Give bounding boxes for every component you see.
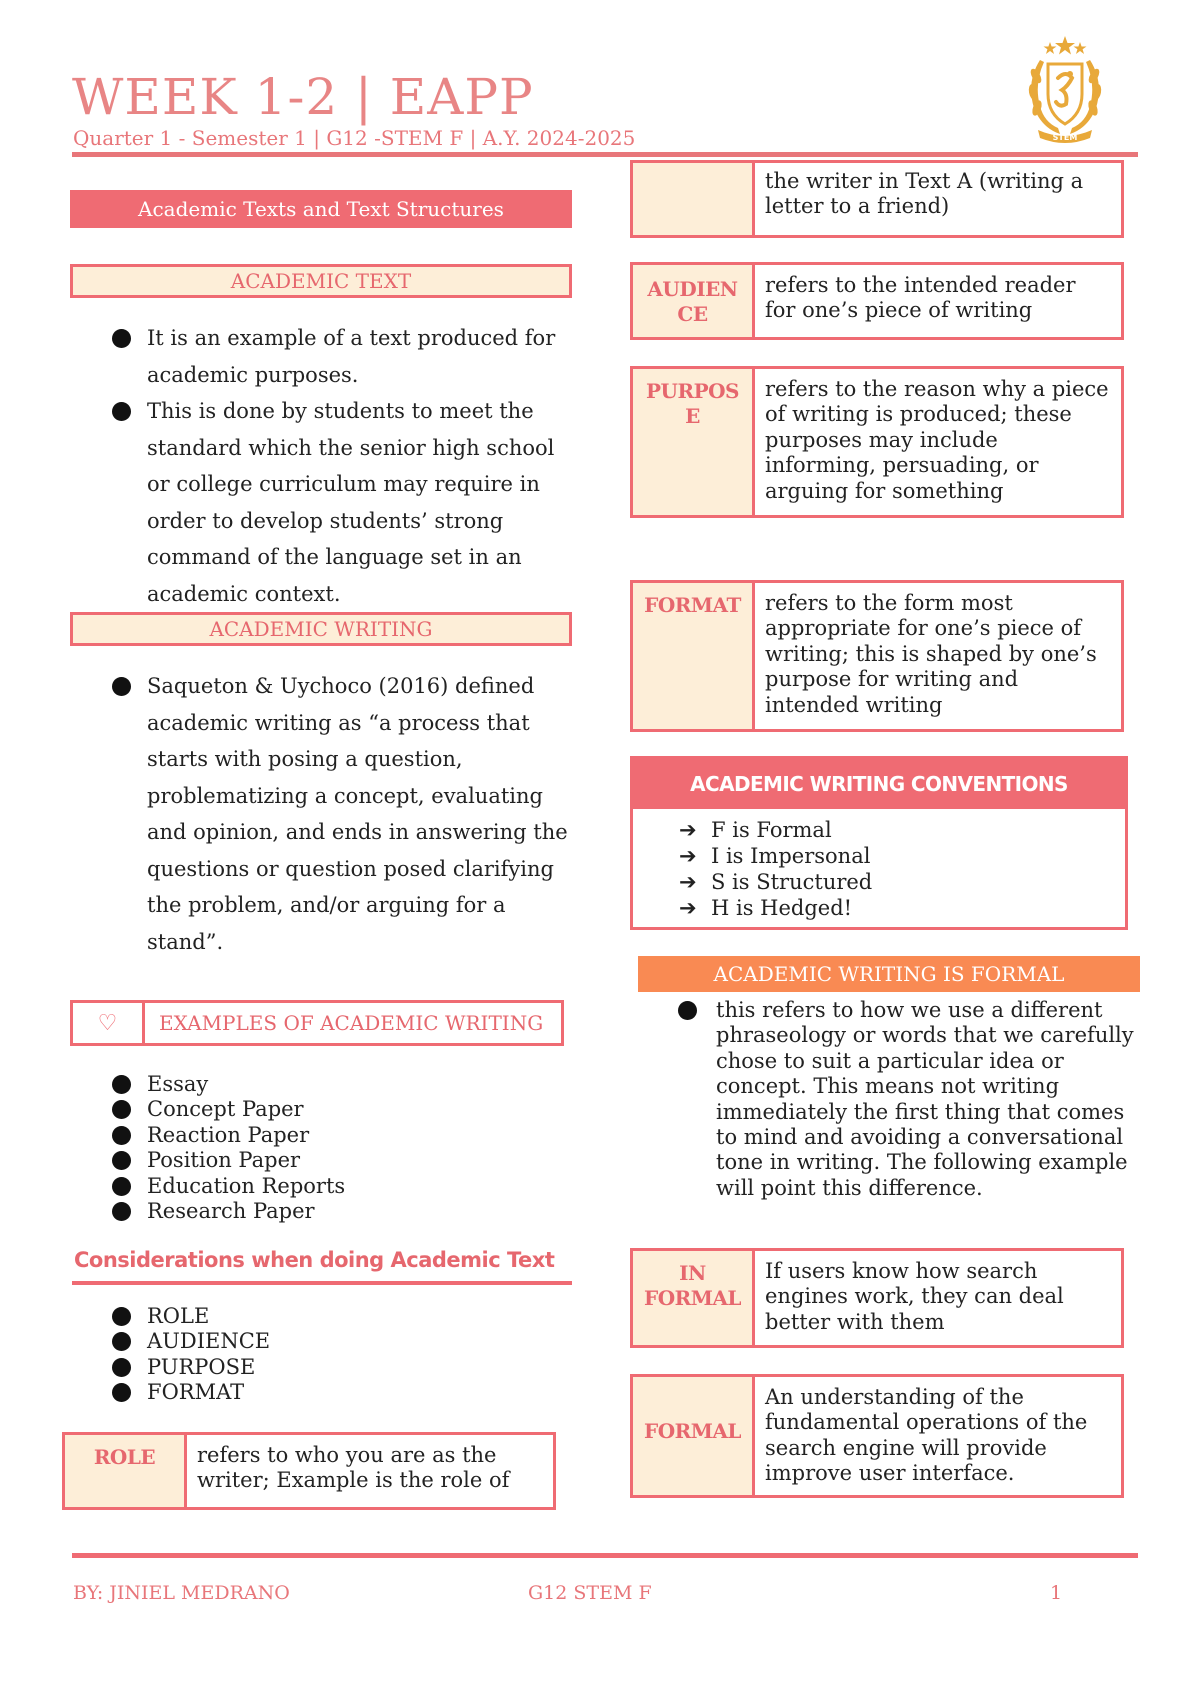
purpose-definition: [630, 366, 1124, 518]
role-definition-continued: [630, 160, 1124, 238]
considerations-heading: Considerations when doing Academic Text: [74, 1248, 555, 1272]
formal-example: [630, 1374, 1124, 1498]
audience-term: AUDIEN CE: [633, 265, 755, 337]
footer-divider: [72, 1553, 1138, 1558]
list-item: This is done by students to meet the standard which the senior high school or college curriculum may require in order to develop students’ strong command of the language set in an academic context.: [70, 393, 580, 612]
informal-term: IN FORMAL: [633, 1251, 755, 1345]
format-term: FORMAT: [633, 583, 755, 729]
formal-desc: An understanding of the fundamental operations of the search engine will provide improve user interface.: [765, 1385, 1088, 1486]
stem-logo: [1000, 32, 1130, 150]
informal-desc: If users know how search engines work, they can deal better with them: [765, 1259, 1064, 1334]
purpose-term: PURPOS E: [633, 369, 755, 515]
list-item: ➔ F is Formal: [679, 818, 832, 842]
conventions-box: [630, 756, 1128, 930]
svg-text:STEM: STEM: [1052, 133, 1078, 142]
footer-section: G12 STEM F: [528, 1582, 652, 1604]
page-number: 1: [1050, 1582, 1063, 1604]
list-item: PURPOSE: [70, 1355, 570, 1380]
examples-heading: EXAMPLES OF ACADEMIC WRITING: [159, 1011, 544, 1035]
informal-example: [630, 1248, 1124, 1348]
arrow-icon: ➔: [679, 818, 697, 842]
role-desc-continued: the writer in Text A (writing a letter to a friend): [765, 169, 1084, 219]
academic-text-list: [70, 320, 580, 612]
audience-desc: refers to the intended reader for one’s piece of writing: [765, 273, 1076, 323]
role-definition: [62, 1432, 556, 1510]
arrow-icon: ➔: [679, 870, 697, 894]
list-item: Research Paper: [70, 1199, 570, 1224]
academic-writing-heading: ACADEMIC WRITING: [70, 612, 572, 646]
purpose-desc: refers to the reason why a piece of writing is produced; these purposes may include informing, persuading, or arguing for something: [765, 377, 1109, 503]
examples-list: [70, 1072, 570, 1224]
academic-writing-list: [70, 668, 580, 960]
considerations-list: [70, 1304, 570, 1406]
list-item: Essay: [70, 1072, 570, 1097]
list-item: ROLE: [70, 1304, 570, 1329]
list-item: Concept Paper: [70, 1097, 570, 1122]
format-desc: refers to the form most appropriate for one’s piece of writing; this is shaped by one’s purpose for writing and intended writing: [765, 591, 1097, 717]
list-item: Position Paper: [70, 1148, 570, 1173]
formal-banner: ACADEMIC WRITING IS FORMAL: [638, 956, 1140, 992]
list-item: AUDIENCE: [70, 1329, 570, 1354]
role-term: ROLE: [65, 1435, 187, 1507]
list-item: Reaction Paper: [70, 1123, 570, 1148]
conventions-heading: ACADEMIC WRITING CONVENTIONS: [633, 759, 1125, 809]
conventions-list: [633, 809, 1125, 921]
considerations-underline: [72, 1281, 572, 1285]
formal-term: FORMAL: [633, 1377, 755, 1495]
list-item: Saqueton & Uychoco (2016) defined academic writing as “a process that starts with posing a question, problematizing a concept, evaluating and opinion, and ends in answering the questions or question posed clarifying the problem, and/or arguing for a stand”.: [70, 668, 580, 960]
list-item: this refers to how we use a different phraseology or words that we carefully chose to suit a particular idea or concept. This means not writing immediately the first thing that comes to mind and avoiding a conversational tone in writing. The following example will point this difference.: [636, 998, 1148, 1201]
page-subtitle: Quarter 1 - Semester 1 | G12 -STEM F | A.Y. 2024-2025: [73, 126, 636, 150]
page-title: WEEK 1-2 | EAPP: [72, 68, 534, 126]
academic-text-heading: ACADEMIC TEXT: [70, 264, 572, 298]
role-term-blank: [633, 163, 755, 235]
arrow-icon: ➔: [679, 896, 697, 920]
list-item: ➔ H is Hedged!: [679, 896, 853, 920]
list-item: ➔ S is Structured: [679, 870, 873, 894]
examples-heading-box: [70, 1000, 564, 1046]
list-item: ➔ I is Impersonal: [679, 844, 871, 868]
list-item: It is an example of a text produced for academic purposes.: [70, 320, 580, 393]
footer-author: BY: JINIEL MEDRANO: [73, 1582, 290, 1604]
header-divider: [72, 152, 1138, 157]
heart-icon: ♡: [73, 1003, 145, 1043]
list-item: FORMAT: [70, 1380, 570, 1405]
topic-banner: Academic Texts and Text Structures: [70, 190, 572, 228]
format-definition: [630, 580, 1124, 732]
audience-definition: [630, 262, 1124, 340]
role-desc: refers to who you are as the writer; Example is the role of: [197, 1443, 510, 1493]
formal-list: [636, 998, 1148, 1201]
arrow-icon: ➔: [679, 844, 697, 868]
list-item: Education Reports: [70, 1174, 570, 1199]
